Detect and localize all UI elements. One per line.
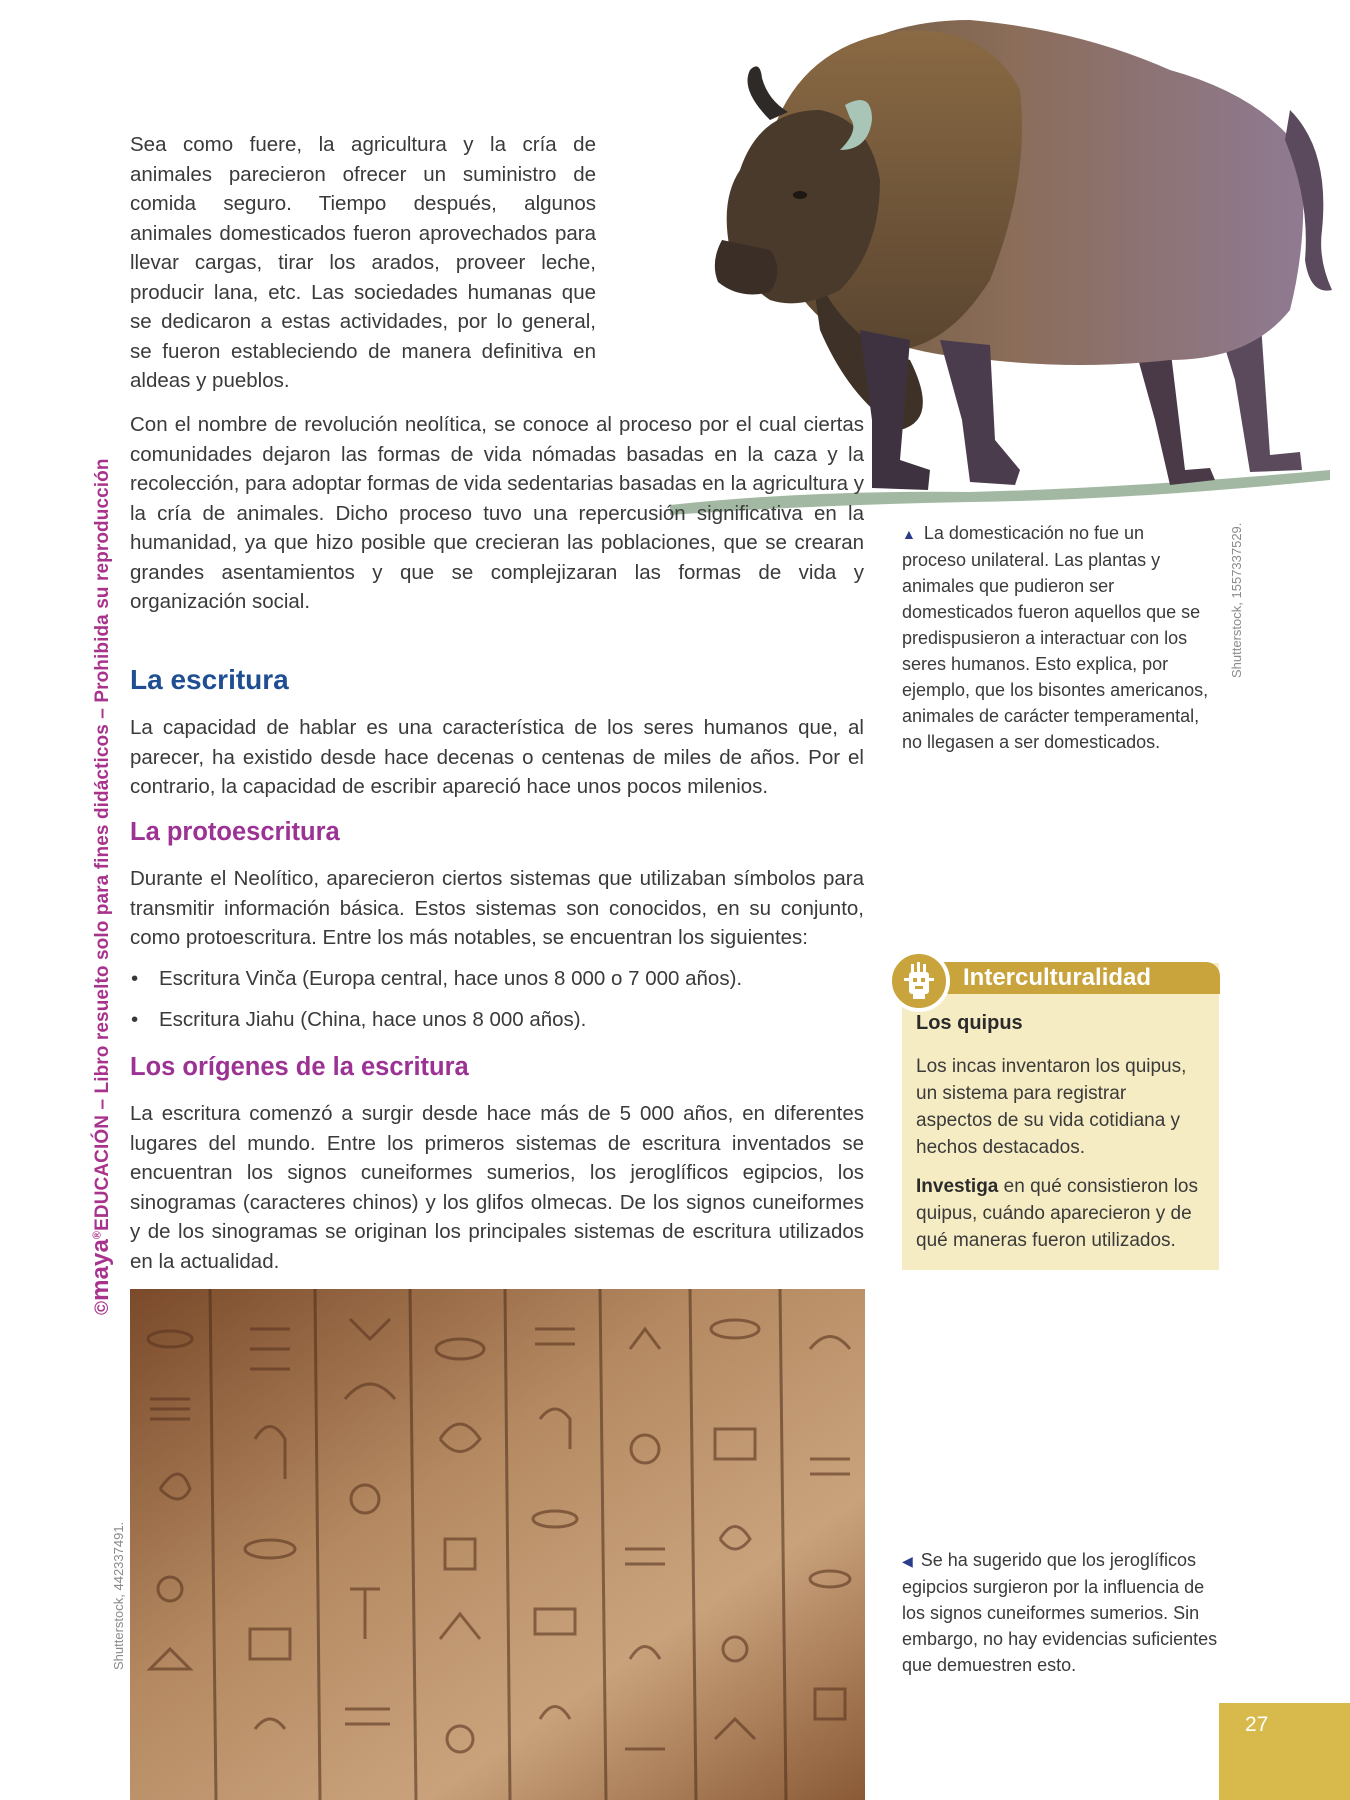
page-number-tab — [1219, 1703, 1350, 1800]
bison-caption-text: La domesticación no fue un proceso unilateral. Las plantas y animales que pudieron ser domesticados fueron aquellos que se predispusieron a interactuar con los seres humanos. Esto explica, por ejemplo, que los bisontes americanos, animales de carácter temperamental, no llegasen a ser domesticados. — [902, 523, 1209, 752]
hieroglyphs-caption — [902, 1547, 1222, 1678]
mask-icon — [888, 950, 950, 1012]
hieroglyphs-illustration — [130, 1289, 865, 1800]
hieroglyphs-caption-text: Se ha sugerido que los jeroglíficos egipcios surgieron por la influencia de los signos cuneiformes sumerios. Sin embargo, no hay evidencias suficientes que demuestren esto. — [902, 1550, 1218, 1675]
quipus-text: Los incas inventaron los quipus, un sistema para registrar aspectos de su vida cotidiana y hechos destacados. — [916, 1056, 1187, 1158]
hieroglyphs-photo — [130, 1289, 865, 1800]
protoescritura-list — [130, 964, 870, 1046]
page-number: 27 — [1245, 1713, 1269, 1736]
heading-origenes-escritura: Los orígenes de la escritura — [130, 1053, 469, 1081]
copyright-symbol: © — [92, 1300, 113, 1315]
paragraph-neolithic-revolution: Con el nombre de revolución neolítica, se conoce al proceso por el cual ciertas comunidades dejaron las formas de vida nómadas basadas en la caza y la recolección, para adoptar formas de vida sedentarias basadas en la agricultura y la cría de animales. Dicho proceso tuvo una repercusión significativa en la humanidad, ya que hizo posible que crecieran las poblaciones, que se crearan grandes asentamientos y que se complejizaran las formas de vida y organización social. — [130, 413, 864, 613]
hieroglyphs-photo-credit: Shutterstock, 442337491. — [111, 1521, 126, 1670]
interculturalidad-title: Interculturalidad — [963, 964, 1152, 991]
side-notice: EDUCACIÓN – Libro resuelto solo para fines didácticos – Prohibida su reproducción — [92, 458, 113, 1231]
quipus-subtitle: Los quipus — [916, 1012, 1023, 1034]
heading-la-escritura: La escritura — [130, 664, 289, 695]
list-item: • Escritura Vinča (Europa central, hace unos 8 000 o 7 000 años). — [130, 964, 870, 993]
heading-la-protoescritura: La protoescritura — [130, 818, 340, 846]
bison-caption — [902, 520, 1212, 755]
paragraph-la-escritura: La capacidad de hablar es una característica de los seres humanos que, al parecer, ha existido desde hace decenas o centenas de miles de años. Por el contrario, la capacidad de escribir apareció hace unos pocos milenios. — [130, 716, 864, 798]
bison-photo-credit: Shutterstock, 1557337529. — [1229, 522, 1244, 678]
list-item: • Escritura Jiahu (China, hace unos 8 000 años). — [130, 1005, 870, 1034]
registered-mark: ® — [91, 1230, 104, 1240]
paragraph-domestication: Sea como fuere, la agricultura y la cría de animales parecieron ofrecer un suministro de comida seguro. Tiempo después, algunos animales domesticados fueron aprovechados para llevar cargas, tirar los arados, proveer leche, producir lana, etc. Las sociedades humanas que se dedicaron a estas actividades, por lo general, se fueron estableciendo de manera definitiva en aldeas y pueblos. — [130, 133, 596, 392]
triangle-left-icon: ◀ — [902, 1553, 913, 1569]
quipus-task — [916, 1173, 1206, 1254]
triangle-up-icon: ▲ — [902, 526, 916, 542]
paragraph-la-protoescritura: Durante el Neolítico, aparecieron ciertos sistemas que utilizaban símbolos para transmitir información básica. Estos sistemas son conocidos, en su conjunto, como protoescritura. Entre los más notables, se encuentran los siguientes: — [130, 867, 864, 949]
task-text: en qué consistieron los quipus, cuándo aparecieron y de qué maneras fueron utilizados. — [916, 1176, 1198, 1251]
task-keyword: Investiga — [916, 1176, 999, 1197]
side-copyright-text — [87, 458, 115, 1315]
brand-name: maya — [87, 1239, 114, 1301]
paragraph-origenes-escritura: La escritura comenzó a surgir desde hace más de 5 000 años, en diferentes lugares del mundo. Entre los primeros sistemas de escritura inventados se encuentran los signos cuneiformes sumerios, los jeroglíficos egipcios, los sinogramas (caracteres chinos) y los glifos olmecas. De los signos cuneiformes y de los sinogramas se originan los principales sistemas de escritura utilizados en la actualidad. — [130, 1102, 864, 1273]
